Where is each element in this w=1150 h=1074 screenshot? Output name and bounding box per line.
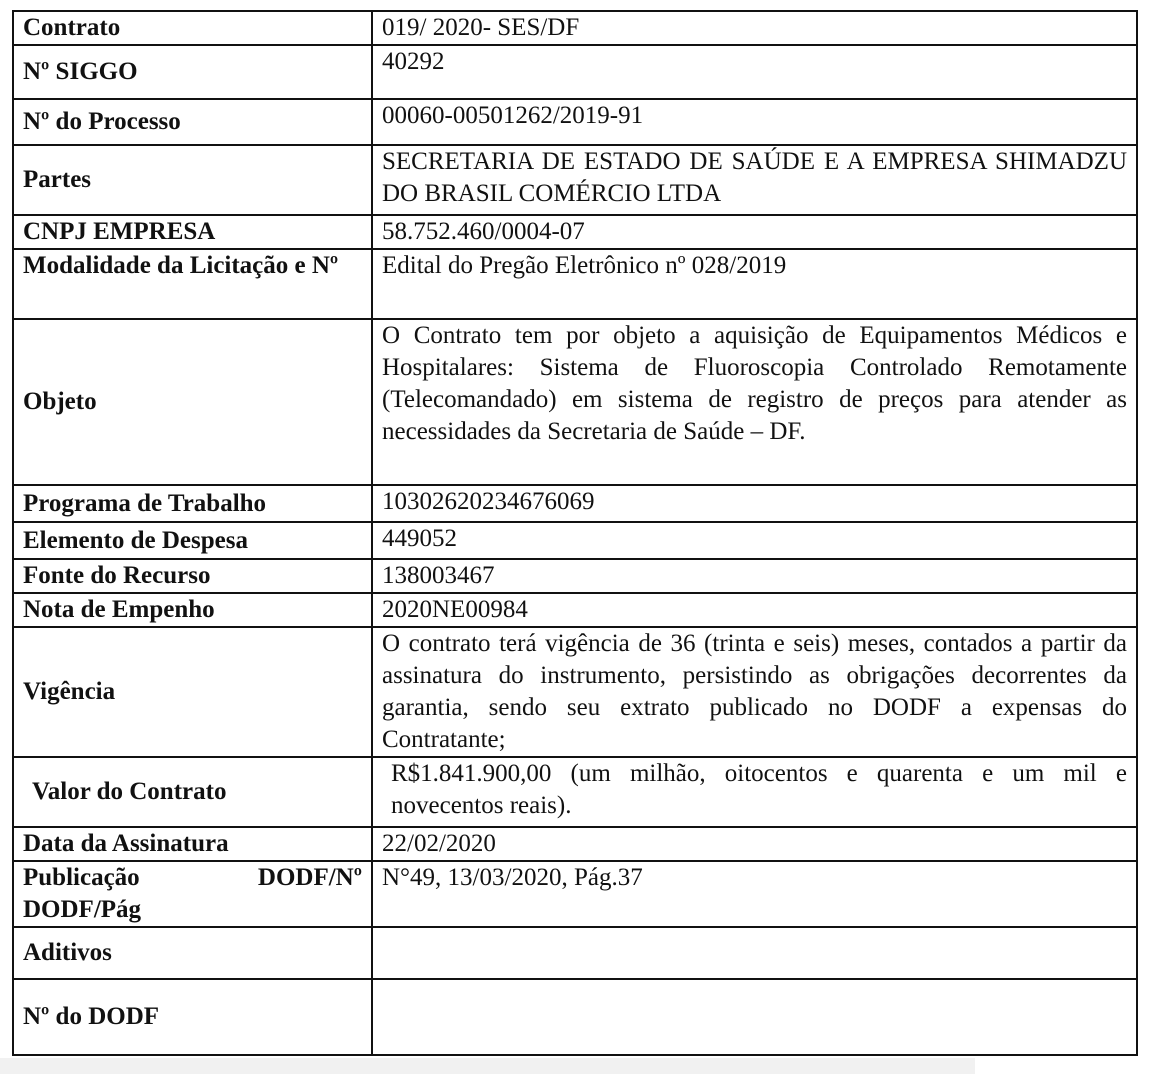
table-row-modalidade <box>13 249 1137 319</box>
row-value: 449052 <box>372 522 1137 559</box>
row-label: Objeto <box>13 319 372 485</box>
row-value <box>372 979 1137 1055</box>
row-value: R$1.841.900,00 (um milhão, oitocentos e quarenta e um mil e novecentos reais). <box>372 757 1137 827</box>
table-row-processo <box>13 99 1137 145</box>
row-label: Publicação DODF/Nº DODF/Pág <box>13 861 372 927</box>
table-row-dodf <box>13 979 1137 1055</box>
table-row-vigencia <box>13 627 1137 757</box>
table-row-partes <box>13 145 1137 215</box>
table-row-empenho <box>13 593 1137 627</box>
row-label: Data da Assinatura <box>13 827 372 861</box>
row-value: 58.752.460/0004-07 <box>372 215 1137 249</box>
table-row-assinatura <box>13 827 1137 861</box>
row-value <box>372 927 1137 979</box>
table-row-fonte <box>13 559 1137 593</box>
table-row-contrato <box>13 11 1137 45</box>
table-row-cnpj <box>13 215 1137 249</box>
row-label: Nº SIGGO <box>13 45 372 99</box>
table-row-siggo <box>13 45 1137 99</box>
row-label: CNPJ EMPRESA <box>13 215 372 249</box>
row-label: Contrato <box>13 11 372 45</box>
row-value: N°49, 13/03/2020, Pág.37 <box>372 861 1137 927</box>
table-row-elemento <box>13 522 1137 559</box>
table-row-publicacao <box>13 861 1137 927</box>
row-label: Fonte do Recurso <box>13 559 372 593</box>
page-bottom-shade <box>0 1058 975 1074</box>
row-value: Edital do Pregão Eletrônico nº 028/2019 <box>372 249 1137 319</box>
row-label: Vigência <box>13 627 372 757</box>
row-value: 40292 <box>372 45 1137 99</box>
row-label: Partes <box>13 145 372 215</box>
row-value: O Contrato tem por objeto a aquisição de Equipamentos Médicos e Hospitalares: Sistema de Fluoroscopia Controlado Remotamente (Telecomandado) em sistema de registro de preços para atender as necessidades da Secretaria de Saúde – DF. <box>372 319 1137 485</box>
row-label: Valor do Contrato <box>13 757 372 827</box>
table-row-aditivos <box>13 927 1137 979</box>
row-label: Nota de Empenho <box>13 593 372 627</box>
row-value: 22/02/2020 <box>372 827 1137 861</box>
row-value: 10302620234676069 <box>372 485 1137 522</box>
row-label: Elemento de Despesa <box>13 522 372 559</box>
row-label: Modalidade da Licitação e Nº <box>13 249 372 319</box>
row-label: Nº do DODF <box>13 979 372 1055</box>
row-value: 138003467 <box>372 559 1137 593</box>
row-value: O contrato terá vigência de 36 (trinta e seis) meses, contados a partir da assinatura do instrumento, persistindo as obrigações decorrentes da garantia, sendo seu extrato publicado no DODF a expensas do Contratante; <box>372 627 1137 757</box>
contract-summary-table <box>12 10 1138 1056</box>
row-value: 019/ 2020- SES/DF <box>372 11 1137 45</box>
row-label: Aditivos <box>13 927 372 979</box>
table-row-valor <box>13 757 1137 827</box>
row-label: Nº do Processo <box>13 99 372 145</box>
row-value: SECRETARIA DE ESTADO DE SAÚDE E A EMPRESA SHIMADZU DO BRASIL COMÉRCIO LTDA <box>372 145 1137 215</box>
row-label: Programa de Trabalho <box>13 485 372 522</box>
row-value: 00060-00501262/2019-91 <box>372 99 1137 145</box>
table-row-objeto <box>13 319 1137 485</box>
row-value: 2020NE00984 <box>372 593 1137 627</box>
table-row-programa <box>13 485 1137 522</box>
